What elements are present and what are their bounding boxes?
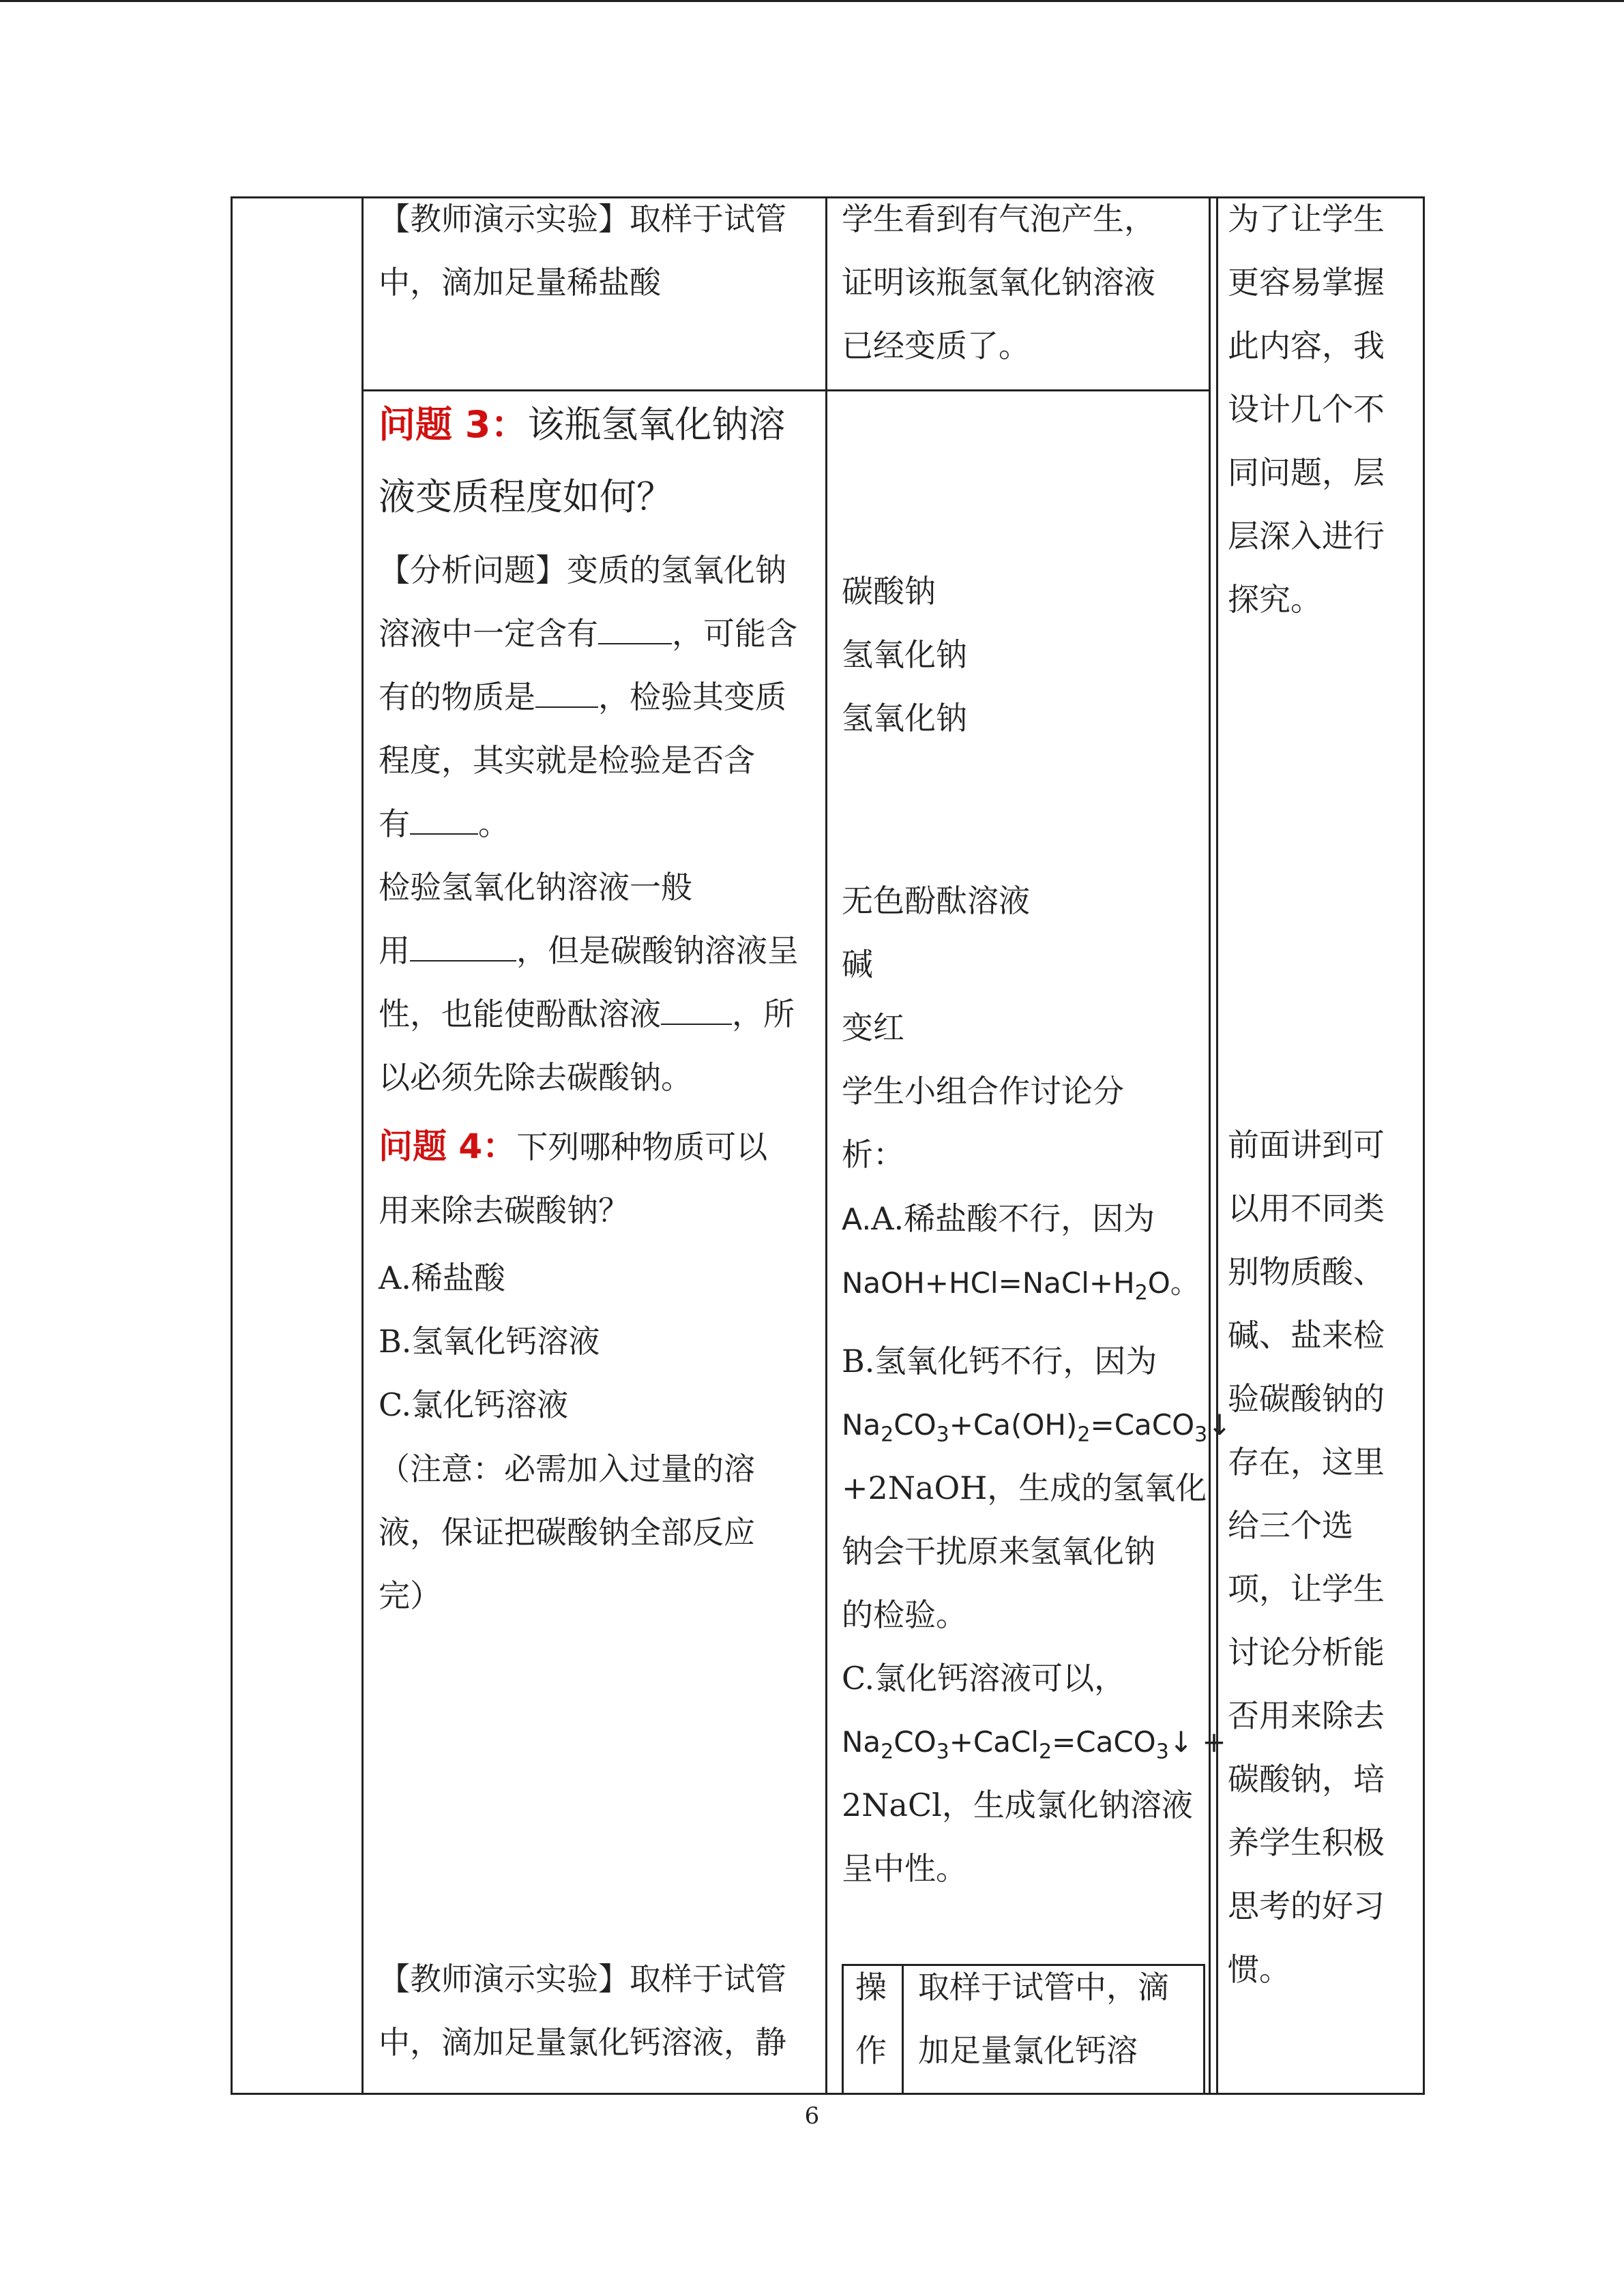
answers-2: 无色酚酞溶液 碱 变红 学生小组合作讨论分 析：: [842, 882, 1124, 1173]
analysis-c: C.氯化钙溶液可以， $Na_2CO_3+CaCl_2=CaCO_3↓$ + 2NaCl，生成氯化钠溶液 呈中性。: [842, 1660, 1226, 1887]
analysis-paragraph: 【分析问题】变质的氢氧化钠 溶液中一定含有 ，可能含 有的物质是 ，检验其变质 程度，其实就是检验是否含 有 。: [379, 552, 797, 842]
discussion-intent: 前面讲到可 以用不同类 别物质酸、 碱、盐来检 验碳酸钠的 存在，这里 给三个选 项，让学生 讨论分析能 否用来除去 碳酸钠，培 养学生积极 思考的好习 惯。: [1228, 1127, 1385, 1988]
demo-experiment-1: 【教师演示实验】取样于试管 中，滴加足量稀盐酸: [379, 200, 786, 301]
analysis-a: A.A.稀盐酸不行，因为 $NaOH+HCl=NaCl+H_2O$。: [842, 1200, 1199, 1305]
answers-1: 碳酸钠 氢氧化钠 氢氧化钠: [842, 573, 967, 736]
design-intent: 为了让学生 更容易掌握 此内容，我 设计几个不 同问题，层 层深入进行 探究。: [1228, 200, 1385, 618]
option-list: [379, 1247, 600, 1437]
top-border: [0, 0, 1624, 2]
demo-experiment-2: 【教师演示实验】取样于试管 中，滴加足量氯化钙溶液，静: [379, 1960, 786, 2061]
option-c: C.氯化钙溶液: [379, 1386, 569, 1423]
question-4: 问题 4：下列哪种物质可以 用来除去碳酸钠？: [379, 1127, 768, 1229]
note: （注意：必需加入过量的溶 液，保证把碳酸钠全部反应 完）: [379, 1450, 755, 1614]
option-b: B.氢氧化钙溶液: [379, 1323, 600, 1360]
inner-table-label: 操 作: [855, 1969, 887, 2069]
observation: 学生看到有气泡产生， 证明该瓶氢氧化钠溶液 已经变质了。: [842, 200, 1155, 364]
analysis-b: B.氢氧化钙不行，因为 $Na_2CO_3+Ca(OH)_2=CaCO_3↓$ +2NaOH，生成的氢氧化 钠会干扰原来氢氧化钠 的检验。: [842, 1343, 1232, 1633]
check-paragraph: 检验氢氧化钠溶液一般 用 ，但是碳酸钠溶液呈 性，也能使酚酞溶液 ，所 以必须先除去碳酸钠。: [379, 869, 799, 1096]
inner-table-text: 取样于试管中，滴 加足量氯化钙溶: [918, 1969, 1169, 2069]
option-a: A.稀盐酸: [379, 1259, 505, 1296]
question-3: 问题 3：该瓶氢氧化钠溶 液变质程度如何？: [379, 403, 786, 518]
page-number: 6: [804, 2102, 820, 2130]
